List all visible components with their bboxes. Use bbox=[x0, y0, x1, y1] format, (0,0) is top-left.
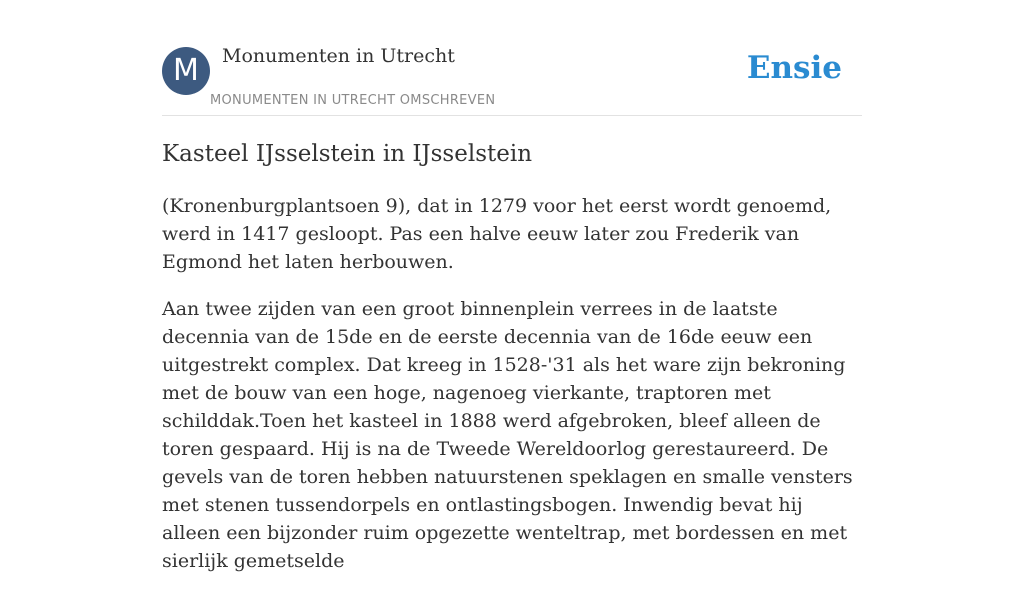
header bbox=[162, 0, 862, 116]
avatar[interactable]: M bbox=[162, 47, 210, 95]
article-body bbox=[162, 192, 862, 594]
ensie-logo[interactable]: Ensie bbox=[746, 50, 842, 86]
page-container bbox=[162, 0, 862, 572]
article-paragraph: Aan twee zijden van een groot binnenplein verrees in de laatste decennia van de 15de en de eerste decennia van de 16de eeuw een uitgestrekt complex. Dat kreeg in 1528-'31 als het ware zijn bekroning met de bouw van een hoge, nagenoeg vierkante, traptoren met schilddak.Toen het kasteel in 1888 werd afgebroken, bleef alleen de toren gespaard. Hij is na de Tweede Wereldoorlog gerestaureerd. De gevels van de toren hebben natuurstenen speklagen en smalle vensters met stenen tussendorpels en ontlastingsbogen. Inwendig bevat hij alleen een bijzonder ruim opgezette wenteltrap, met bordessen en met sierlijk gemetselde bbox=[162, 298, 853, 572]
article-title: Kasteel IJsselstein in IJsselstein bbox=[162, 141, 533, 167]
article-paragraph: (Kronenburgplantsoen 9), dat in 1279 voor het eerst wordt genoemd, werd in 1417 gesloopt. Pas een halve eeuw later zou Frederik van Egmond het laten herbouwen. bbox=[162, 195, 832, 273]
collection-subtitle: MONUMENTEN IN UTRECHT OMSCHREVEN bbox=[210, 93, 496, 108]
collection-title[interactable]: Monumenten in Utrecht bbox=[222, 45, 455, 67]
